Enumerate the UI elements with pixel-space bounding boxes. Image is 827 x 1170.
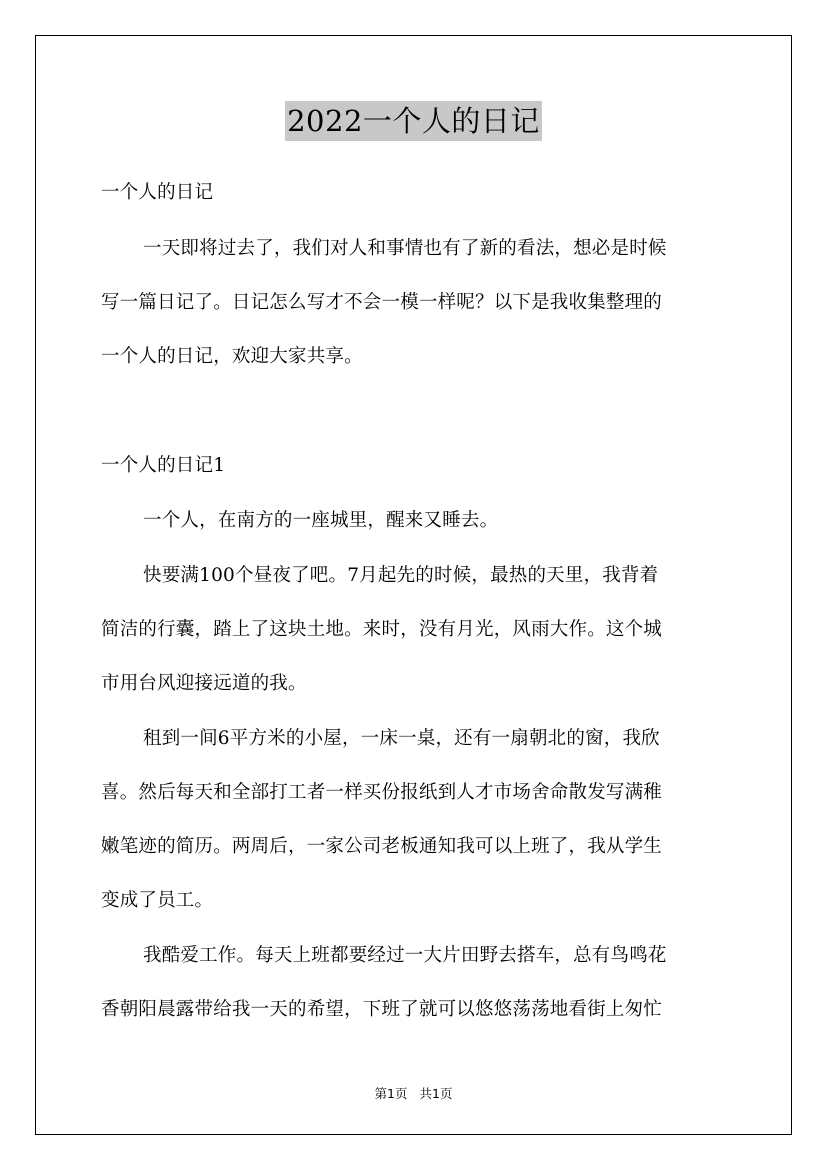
text-line: 市用台风迎接远道的我。 [101,673,307,694]
text-line: 嫩笔迹的简历。两周后，一家公司老板通知我可以上班了，我从学生 [101,836,663,857]
text-line: 写一篇日记了。日记怎么写才不会一模一样呢？以下是我收集整理的 [101,292,663,313]
title-container [0,101,827,141]
page-number: 第1页 [374,1086,408,1101]
section-heading-1: 一个人的日记1 [101,455,226,476]
text-line: 香朝阳晨露带给我一天的希望，下班了就可以悠悠荡荡地看街上匆忙 [101,999,663,1020]
page-total: 共1页 [419,1086,453,1101]
section-heading-intro: 一个人的日记 [101,182,214,203]
text-line: 喜。然后每天和全部打工者一样买份报纸到人才市场舍命散发写满稚 [101,782,663,803]
text-line: 租到一间6平方米的小屋，一床一桌，还有一扇朝北的窗，我欣 [143,728,660,749]
text-line: 一个人，在南方的一座城里，醒来又睡去。 [143,510,499,531]
page-footer [0,1084,827,1102]
text-line: 一天即将过去了，我们对人和事情也有了新的看法，想必是时候 [143,238,667,259]
text-line: 简洁的行囊，踏上了这块土地。来时，没有月光，风雨大作。这个城 [101,619,663,640]
text-line: 变成了员工。 [101,890,214,911]
document-title: 2022一个人的日记 [285,101,542,141]
text-line: 我酷爱工作。每天上班都要经过一大片田野去搭车，总有鸟鸣花 [143,945,667,966]
text-line: 一个人的日记，欢迎大家共享。 [101,346,363,367]
text-line: 快要满100个昼夜了吧。7月起先的时候，最热的天里，我背着 [143,565,659,586]
